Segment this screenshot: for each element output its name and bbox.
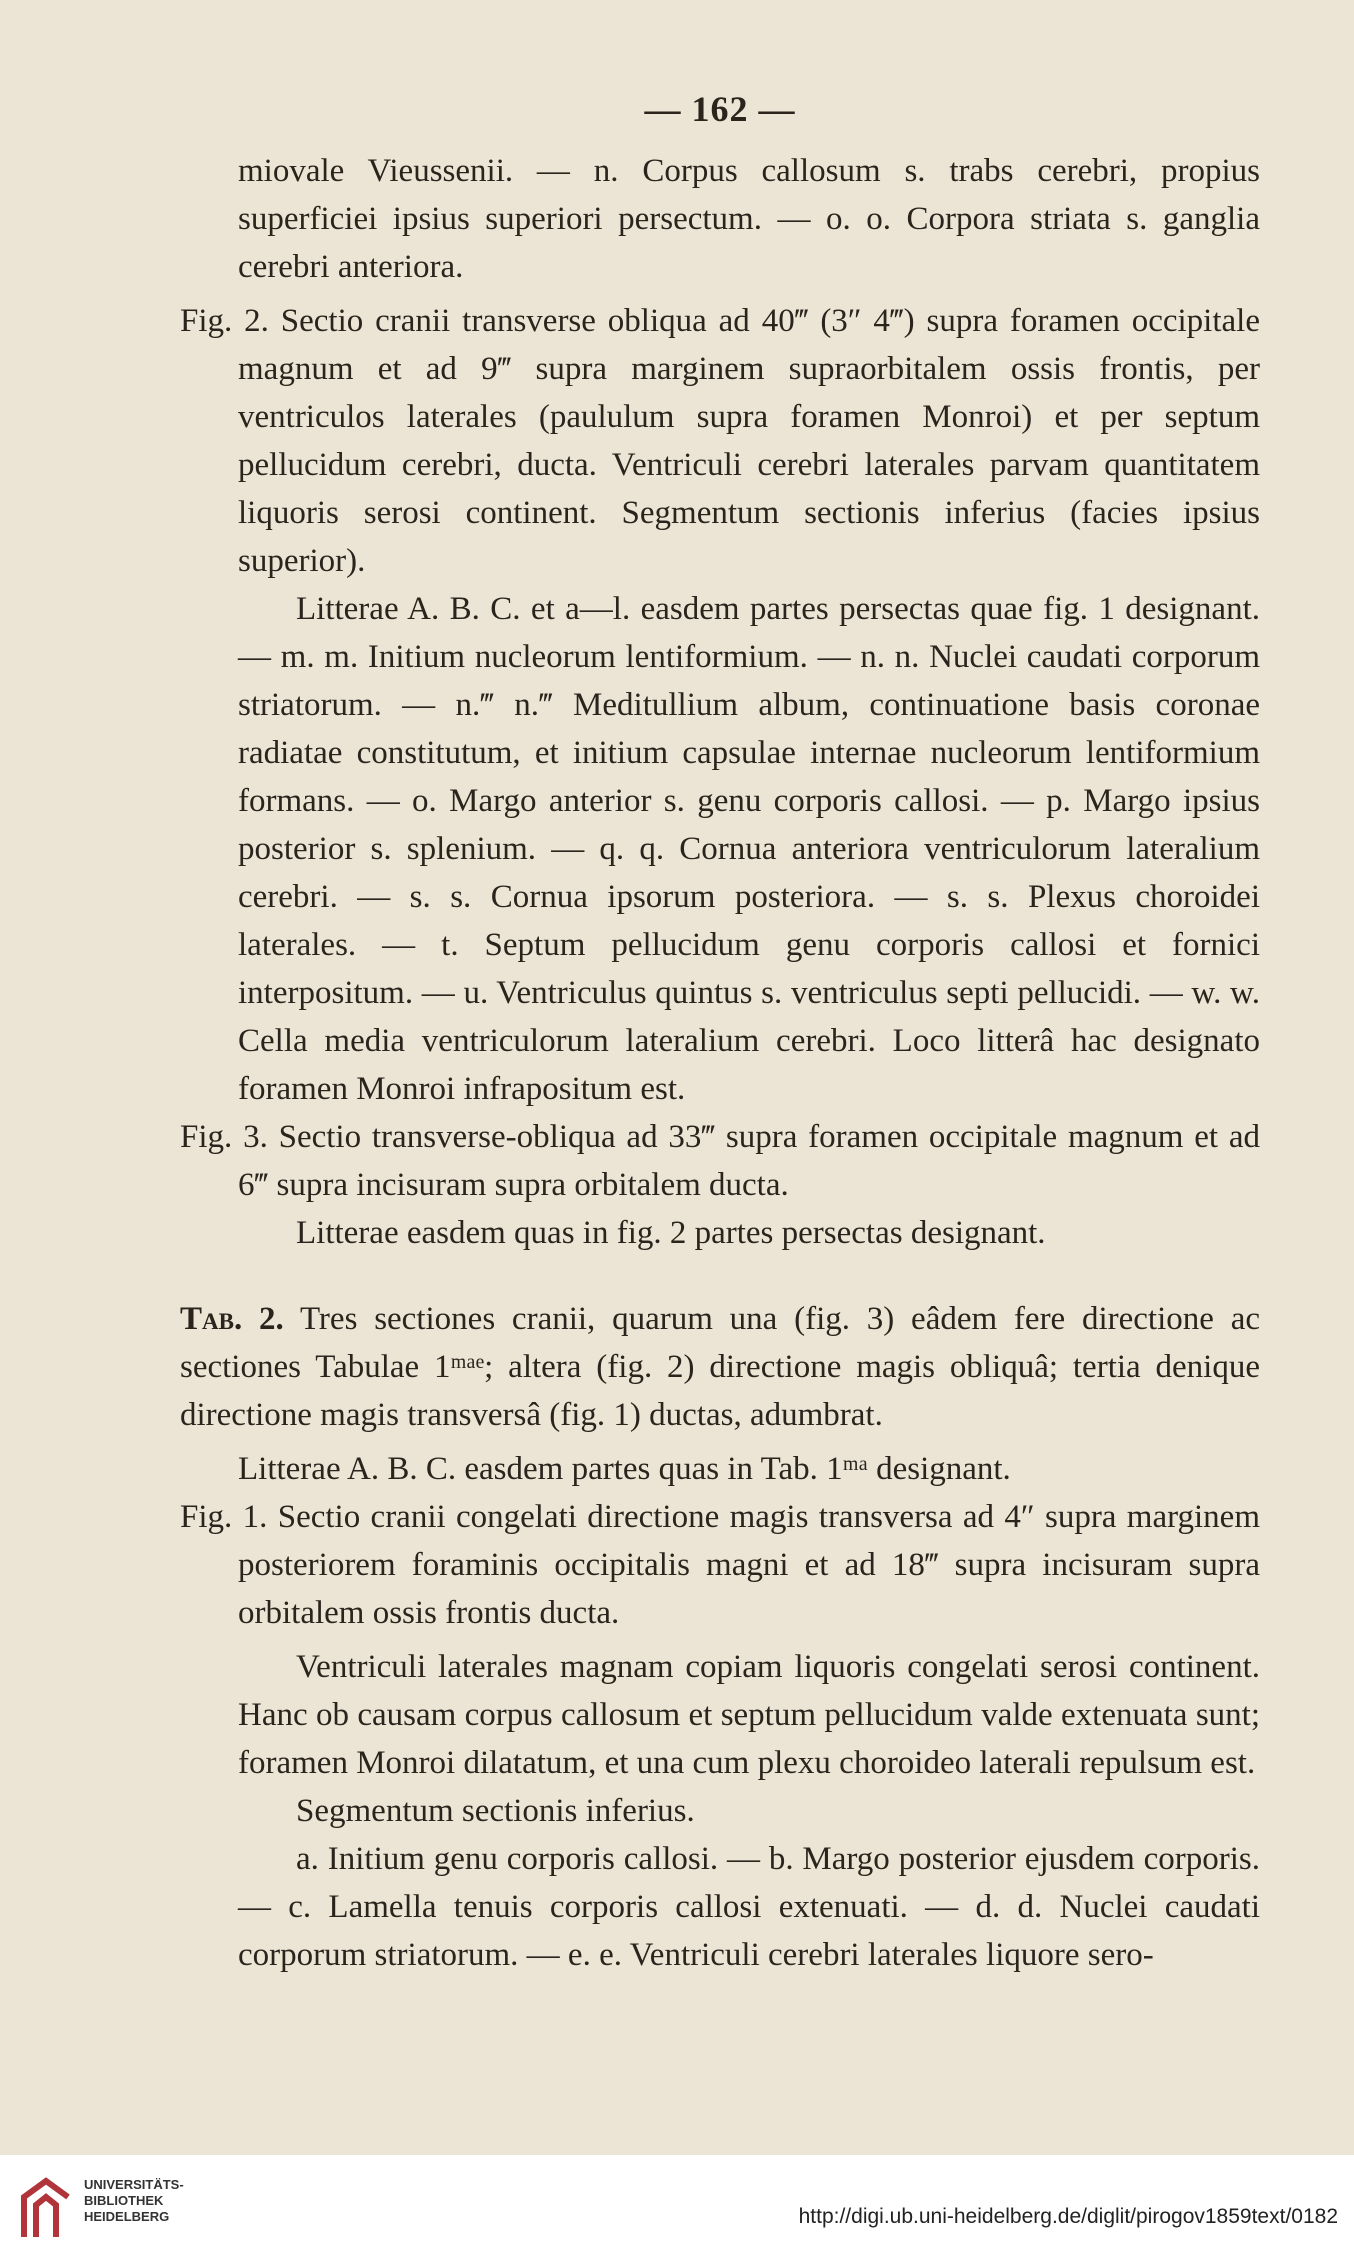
paragraph-tab-2 (180, 1295, 1260, 1439)
paragraph-ventriculi: Ventriculi laterales magnam copiam liquoris congelati serosi continent. Hanc ob causam corpus callosum et septum pellucidum valde extenuata sunt; foramen Monroi dilatatum, et una cum plexu choroideo laterali repulsum est. (238, 1649, 1260, 1781)
paragraph-fig-3: Fig. 3. Sectio transverse-obliqua ad 33‴ supra foramen occipitale magnum et ad 6‴ supra incisuram supra orbitalem ducta. (180, 1119, 1260, 1203)
paragraph-letter-list: a. Initium genu corporis callosi. — b. Margo posterior ejusdem corporis. — c. Lamella tenuis corporis callosi extenuati. — d. d. Nuclei caudati corporum striatorum. — e. e. Ventriculi cerebri laterales liquore sero- (238, 1841, 1260, 1973)
library-name (84, 2177, 184, 2225)
source-url[interactable]: http://digi.ub.uni-heidelberg.de/diglit/pirogov1859text/0182 (798, 2205, 1338, 2228)
library-name-line-3: HEIDELBERG (84, 2209, 170, 2224)
paragraph-segmentum: Segmentum sectionis inferius. (296, 1793, 695, 1829)
paragraph-litterae-fig-3: Litterae easdem quas in fig. 2 partes persectas designant. (296, 1215, 1046, 1251)
paragraph-fig-1: Fig. 1. Sectio cranii congelati directione magis transversa ad 4″ supra marginem posteriorem foraminis occipitalis magni et ad 18‴ supra incisuram supra orbitalem ossis frontis ducta. (180, 1499, 1260, 1631)
paragraph-litterae-fig-2: Litterae A. B. C. et a—l. easdem partes persectas quae fig. 1 designant. — m. m. Initium nucleorum lentiformium. — n. n. Nuclei caudati corporum striatorum. — n.‴ n.‴ Meditullium album, continuatione basis coronae radiatae constitutum, et initium capsulae internae nucleorum lentiformium formans. — o. Margo anterior s. genu corporis callosi. — p. Margo ipsius posterior s. splenium. — q. q. Cornua anteriora ventriculorum lateralium cerebri. — s. s. Cornua ipsorum posteriora. — s. s. Plexus choroidei laterales. — t. Septum pellucidum genu corporis callosi et fornici interpositum. — u. Ventriculus quintus s. ventriculus septi pellucidi. — w. w. Cella media ventriculorum lateralium cerebri. Loco litterâ hac designato foramen Monroi infrapositum est. (238, 591, 1260, 1107)
page-number: — 162 — (644, 89, 796, 129)
library-name-line-1: UNIVERSITÄTS- (84, 2177, 184, 2192)
tab-2-heading: Tab. 2. (180, 1301, 284, 1337)
library-logo-icon (18, 2171, 74, 2243)
footer-bar (0, 2155, 1354, 2258)
tab-2-text: Tres sectiones cranii, quarum una (fig. 3) eâdem fere directione ac sectiones Tabulae 1ᵐᵃᵉ; altera (fig. 2) directione magis obliquâ; tertia denique directione magis transversâ (fig. 1) ductas, adumbrat. (180, 1301, 1260, 1433)
library-name-line-2: BIBLIOTHEK (84, 2193, 164, 2208)
paragraph-litterae-tab-2: Litterae A. B. C. easdem partes quas in Tab. 1ᵐᵃ designant. (238, 1451, 1011, 1487)
paragraph-continuation: miovale Vieussenii. — n. Corpus callosum s. trabs cerebri, propius superficiei ipsius superiori persectum. — o. o. Corpora striata s. ganglia cerebri anteriora. (238, 153, 1260, 285)
page-body (180, 85, 1260, 1979)
paragraph-fig-2: Fig. 2. Sectio cranii transverse obliqua ad 40‴ (3″ 4‴) supra foramen occipitale magnum et ad 9‴ supra marginem supraorbitalem ossis frontis, per ventriculos laterales (paululum supra foramen Monroi) et per septum pellucidum cerebri, ducta. Ventriculi cerebri laterales parvam quantitatem liquoris serosi continent. Segmentum sectionis inferius (facies ipsius superior). (180, 303, 1260, 579)
